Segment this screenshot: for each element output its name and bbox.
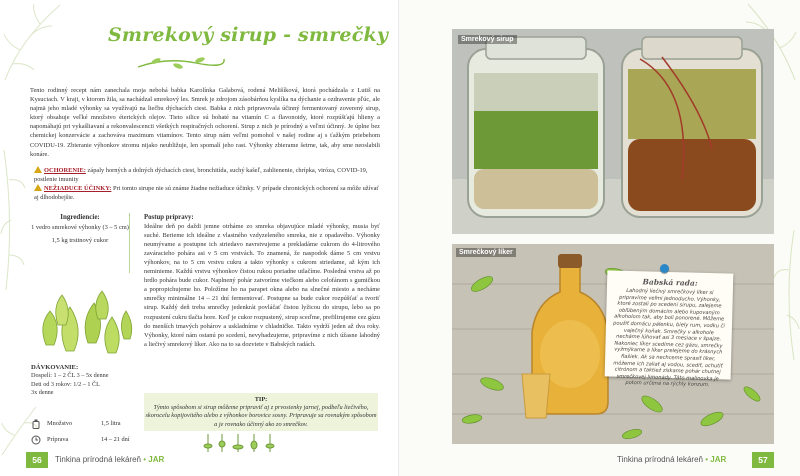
side-effects-text: Pri tomto sirupe nie sú známe žiadne nežiaduce účinky. V prípade chronických ochorení sa môže užívať aj dlhodobejšie. [34, 185, 380, 201]
note-title: Babská rada: [642, 277, 698, 288]
preparation-heading: Postup prípravy: [144, 214, 194, 221]
page-footer-right: Tinkina prírodná lekáreň • JAR [617, 455, 727, 464]
prep-time-label: Príprava [47, 436, 69, 443]
page-title: Smrekový sirup - smrečky [108, 24, 389, 46]
clock-icon [31, 435, 41, 445]
pushpin-icon [660, 264, 669, 273]
health-notes [34, 166, 382, 202]
dosage-line: Dospelí: 1 – 2 ČL 3 – 5x denne [31, 372, 109, 380]
disease-text: zápaly horných a dolných dýchacích ciest, bronchitída, suchý kašeľ, zahlienenie, chrípka, viróza, COVID-19, postlenie imunity [34, 167, 368, 183]
disease-note [34, 166, 382, 184]
herb-sketch-left-mid [0, 150, 30, 290]
quantity-value: 1,5 litra [101, 420, 121, 427]
warning-icon [34, 184, 42, 191]
syrup-jars-image [452, 29, 774, 234]
preparation-text: Ideálne deň po daždi jemne otrháme zo smreka objavujúce mladé výhonky, musia byť suché. Berieme ich ideálne z vlastného vzdyzeleného smreka, nie z opadavého. Výhonky neumývame a postupne ich striedavo navrstvujeme a prekladáme cukrom do 4-litrového zaváracieho pohára asi v 5 cm vrstvách. To znamená, že naspodok dáme 5 cm vrstvu výhonkov, na to 5 cm vrstvu cukru a takto výhonky s cukrom striedame, až kým ich neminieme. Každú vrstvu výhonkov čistou rukou poriadne utlačíme. Posledná vrstva až po hrdlo pohára bude cukor. Naplnený pohár zatvoríme viečkom alebo celofánom s gumičkou a popropichujeme ho. Položíme ho na parapet okna alebo na slnečné miesto a necháme smrečky minimálne 14 – 21 dní fermentovať. Postupne sa bude cukor rozpúšťať a tvoriť sirup. Každý deň treba smrečky jedenkrát povláčať čistou lyžicou do sirupu, lebo sa po rozpustení cukru tlačia hore. Keď je cukor rozpustený, sirup sceďme, prefiltrujeme cez gázu do menších tmavých pohárov a uskladníme v chladničke. Takto vydrží jeden až dva roky. Výhonky, ktoré nám ostanú po scedení, nevyhadzujeme, pripravíme z nich úžasne lahodný a liečivý smrekový líker. Ako na to sa dozviete v Babských radách. [144, 223, 380, 348]
ingredient-item: 1 vedro smrekové výhonky (3 – 5 cm) [31, 224, 129, 231]
note-body: Lahodný liečivý smrečkový líker si pripravíme veľmi jednoducho. Výhonky, ktoré zostali po scedení sirupu, zalejeme obľúbeným domácim alebo kupovaným alkoholom tak, aby boli ponorené. Môžeme použiť domácu pálenku, biely rum, vodku či vaječný koňak. Smrečky v alkohole necháme lúhovať asi 3 mesiace v špajze. Nakoniec líker scedíme cez gázu, smrečky vyžmýkame a líker prelejeme do krásnych flašiek. Ak sa nechceme sprasiť líker, môžeme ich zaliať aj vodou, scediť, ochutiť citrónom a taktiež získame pohár chutnej smrečkovej limonády. Táto malinovka je potom určená na rýchly konzum. [613, 287, 725, 389]
spruce-buds-illustration [36, 285, 136, 357]
herb-sketch-bottom-left [0, 405, 40, 455]
intro-paragraph: Tento rodinný recept nám zanechala moja nebohá babka Karolínka Galabová, rodená Melišíková, ktorá pochádzala z Lutiš na Kysuciach. V kraji, v ktorom žila, sa nachádzal smrekový les. Smrek je zdrojom zásobárňou kyslíka na dýchanie a ozdravenie pľúc, ale najmä jeho mladé výhonky sa využívajú na liečbu dýchacích ciest. Babka z nich pripravovala účinný fermentovaný zoverený sirup, ktorý obsahuje veľké množstvo éterických olejov. Tieto silice sú bohaté na vitamín C a flavonoidy, ktoré rozpúšťajú hlieny a napomáhajú pri vykašliavaní a rekonvalescencii všetkých respiračných ochorení. Strup z nich je prírodný a veľmi účinný. Je úplne bez chemickej konzervácie a zachováva maximum vitamínov. Tento sirup nám veľmi pomohol v našej rodine aj s ťažkým priebehom COVIDU-19. Zbieranie výhonkov stromu nijako neubližuje, len spomalí jeho rast. Výhonky zbierame šetrne, tak, aby sme neoslabili konáre. [30, 87, 380, 158]
photo1-caption: Smrekový sirup [458, 35, 517, 44]
bottle-icon [31, 419, 41, 429]
page-number: 56 [26, 452, 48, 468]
ingredients-title: Ingrediencie: [60, 213, 100, 221]
quantity-label: Množstvo [47, 420, 73, 427]
leaf-swirl-ornament [136, 55, 226, 71]
disease-label: OCHORENIE: [44, 167, 86, 174]
ingredient-item: 1,5 kg trstinový cukor [51, 236, 109, 244]
grandma-advice-note [605, 270, 734, 389]
ingredients-box [31, 213, 130, 273]
photo-spruce-syrup [452, 29, 774, 234]
page-number-right: 57 [752, 452, 774, 468]
dosage-line: 3x denne [31, 389, 54, 397]
footer-title: Tinkina prírodná lekáreň [617, 455, 703, 464]
footer-season: JAR [710, 455, 727, 464]
dosage-line: Deti od 3 rokov: 1/2 – 1 ČL [31, 380, 100, 388]
prep-time-value: 14 – 21 dní [101, 436, 130, 443]
herb-bundles-illustration [200, 434, 280, 454]
side-effects-note [34, 184, 382, 202]
footer-season: JAR [148, 455, 165, 464]
dosage-block [31, 364, 141, 398]
tip-text: Týmto spôsobom si sirup môžeme pripraviť aj z prvosienky jarnej, podbeľu liečivého, skorocelu kopijovitého alebo z výhonkov borovice sosny. Pripravuje sa rovnakým spôsobom a je rovnako účinný ako zo smrečkov. [145, 404, 377, 428]
footer-title: Tinkina prírodná lekáreň [55, 455, 141, 464]
photo2-caption: Smrečkový líker [456, 248, 516, 257]
warning-icon [34, 166, 42, 173]
tip-box [144, 393, 378, 431]
dosage-title: DÁVKOVANIE: [31, 364, 79, 371]
herb-sketch-top-left [0, 0, 70, 80]
page-footer: Tinkina prírodná lekáreň • JAR [55, 455, 165, 464]
side-effects-label: NEŽIADUCE ÚČINKY: [44, 185, 112, 192]
tip-title: TIP: [254, 396, 268, 403]
herb-sketch-right-mid [772, 230, 800, 360]
preparation-block [144, 213, 380, 349]
